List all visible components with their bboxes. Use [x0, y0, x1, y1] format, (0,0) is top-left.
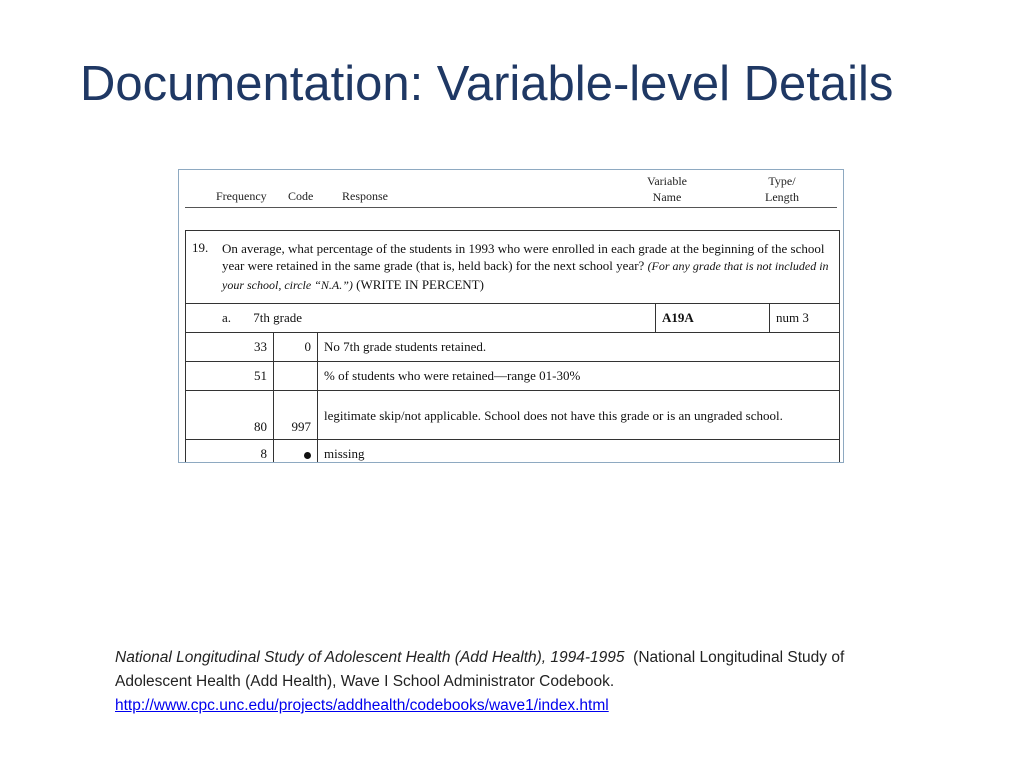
frequency-cell: 8	[186, 440, 274, 464]
header-variable-line1: Variable	[647, 174, 687, 188]
question-text-block	[222, 240, 833, 295]
question-row	[186, 231, 840, 304]
header-divider	[185, 207, 837, 208]
table-row	[186, 362, 840, 391]
header-response: Response	[342, 189, 388, 203]
table-row	[186, 333, 840, 362]
response-cell: missing	[318, 440, 840, 464]
header-frequency: Frequency	[216, 189, 267, 203]
response-cell: % of students who were retained—range 01-30%	[318, 362, 840, 391]
question-text: On average, what percentage of the students in 1993 who were enrolled in each grade at the beginning of the school year were retained in the same grade (that is, held back) for the next school year?	[222, 240, 825, 274]
codebook-link[interactable]: http://www.cpc.unc.edu/projects/addhealth/codebooks/wave1/index.html	[115, 697, 609, 714]
header-type-line2: Length	[765, 190, 799, 204]
subitem-label-cell	[186, 304, 656, 333]
citation-title: National Longitudinal Study of Adolescent Health (Add Health), 1994-1995	[115, 649, 625, 666]
frequency-cell: 80	[186, 391, 274, 440]
question-instruction: (WRITE IN PERCENT)	[356, 276, 484, 292]
header-code: Code	[288, 189, 314, 203]
question-number: 19.	[192, 239, 209, 255]
bullet-dot-icon	[304, 452, 311, 459]
code-cell	[274, 362, 318, 391]
table-row	[186, 440, 840, 464]
subitem-variable-name: A19A	[656, 304, 770, 333]
table-row	[186, 391, 840, 440]
subitem-row	[186, 304, 840, 333]
header-type-length	[758, 173, 806, 205]
citation-text: (National Longitudinal Study of Adolescent Health (Add Health), Wave I School Administrator Codebook.	[115, 649, 845, 690]
subitem-letter: a.	[222, 310, 232, 325]
code-cell	[274, 440, 318, 464]
header-variable-line2: Name	[652, 190, 682, 204]
slide-title: Documentation: Variable-level Details	[80, 57, 894, 111]
frequency-cell: 33	[186, 333, 274, 362]
code-cell: 0	[274, 333, 318, 362]
question-note: (For any grade that is not included in your school, circle “N.A.”)	[222, 259, 829, 292]
response-cell: No 7th grade students retained.	[318, 333, 840, 362]
header-type-line1: Type/	[768, 174, 796, 188]
codebook-excerpt-image	[178, 169, 844, 463]
subitem-type-length: num 3	[770, 304, 840, 333]
codebook-table	[185, 230, 840, 463]
citation	[115, 646, 915, 718]
code-cell: 997	[274, 391, 318, 440]
header-variable-name	[639, 173, 695, 205]
question-cell	[186, 231, 840, 304]
response-cell: legitimate skip/not applicable. School does not have this grade or is an ungraded school.	[318, 391, 840, 440]
frequency-cell: 51	[186, 362, 274, 391]
subitem-label: 7th grade	[253, 310, 302, 325]
